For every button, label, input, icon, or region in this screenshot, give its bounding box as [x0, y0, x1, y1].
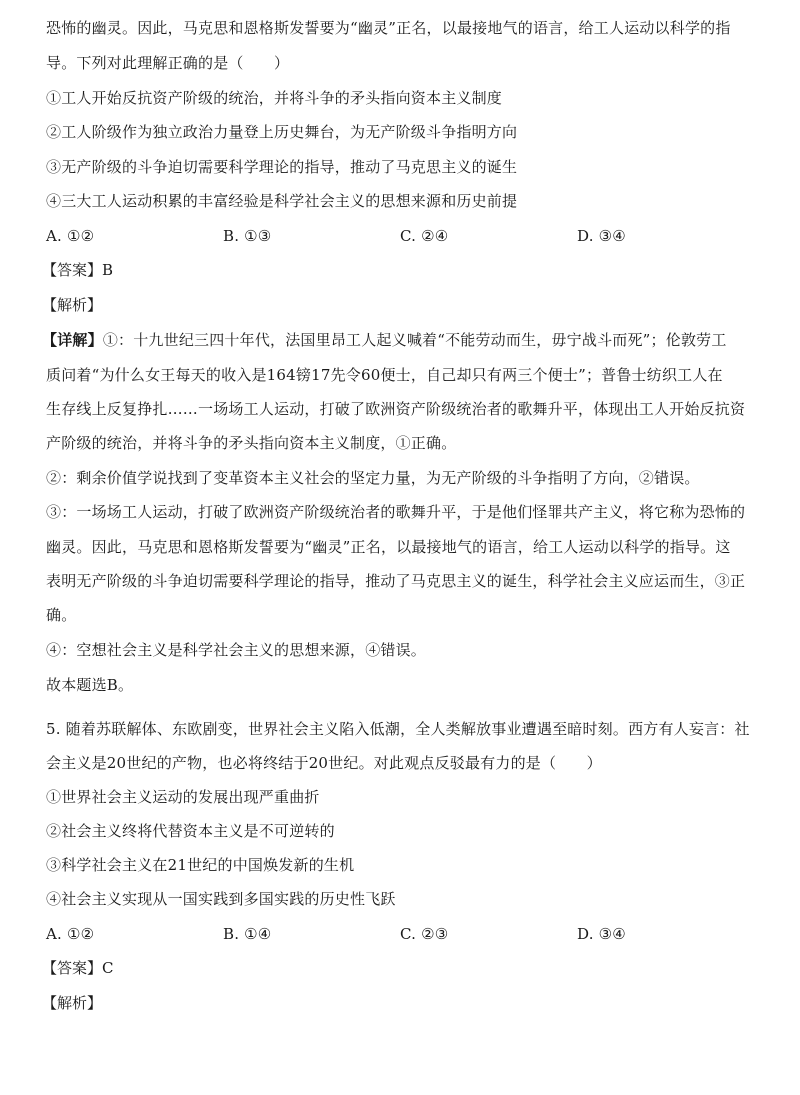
q4-detail-line-4: 产阶级的统治，并将斗争的矛头指向资本主义制度，①正确。 — [46, 434, 457, 452]
q4-option-d: D. ③④ — [577, 227, 626, 245]
q4-statement-4: ④三大工人运动积累的丰富经验是科学社会主义的思想来源和历史前提 — [46, 192, 518, 210]
q4-stem-line-2: 导。下列对此理解正确的是（ ） — [46, 54, 290, 72]
q4-detail-text-1: ①：十九世纪三四十年代，法国里昂工人起义喊着“不能劳动而生，毋宁战斗而死”；伦敦劳工 — [102, 331, 727, 349]
q5-statement-1: ①世界社会主义运动的发展出现严重曲折 — [46, 788, 320, 806]
q5-statement-3: ③科学社会主义在21世纪的中国焕发新的生机 — [46, 856, 355, 874]
q4-detail-line-9: 确。 — [46, 606, 77, 624]
q4-statement-1: ①工人开始反抗资产阶级的统治，并将斗争的矛头指向资本主义制度 — [46, 89, 503, 107]
q4-statement-2: ②工人阶级作为独立政治力量登上历史舞台，为无产阶级斗争指明方向 — [46, 123, 518, 141]
q4-detail-line-1 — [42, 330, 754, 350]
q4-detail-line-5: ②：剩余价值学说找到了变革资本主义社会的坚定力量，为无产阶级的斗争指明了方向，②错误。 — [46, 469, 700, 487]
q4-option-c: C. ②④ — [400, 227, 449, 245]
q4-detail-line-10: ④：空想社会主义是科学社会主义的思想来源，④错误。 — [46, 641, 427, 659]
q4-conclusion: 故本题选B。 — [46, 676, 134, 694]
q5-statement-4: ④社会主义实现从一国实践到多国实践的历史性飞跃 — [46, 890, 396, 908]
q5-answer: 【答案】C — [42, 959, 114, 977]
q4-option-b: B. ①③ — [223, 227, 272, 245]
q4-detail-line-3: 生存线上反复挣扎……一场场工人运动，打破了欧洲资产阶级统治者的歌舞升平，体现出工人开始反抗资 — [46, 400, 746, 418]
q4-options — [46, 226, 754, 246]
q5-option-c: C. ②③ — [400, 925, 449, 943]
q5-options — [46, 924, 754, 944]
q5-option-b: B. ①④ — [223, 925, 272, 943]
q4-analysis-label: 【解析】 — [42, 296, 103, 314]
q4-detail-label: 【详解】 — [42, 331, 103, 349]
q4-statement-3: ③无产阶级的斗争迫切需要科学理论的指导，推动了马克思主义的诞生 — [46, 158, 518, 176]
q4-detail-line-6: ③：一场场工人运动，打破了欧洲资产阶级统治者的歌舞升平，于是他们怪罪共产主义，将它称为恐怖的 — [46, 503, 746, 521]
q4-answer: 【答案】B — [42, 261, 114, 279]
q4-detail-line-8: 表明无产阶级的斗争迫切需要科学理论的指导，推动了马克思主义的诞生，科学社会主义应运而生，③正 — [46, 572, 746, 590]
q5-stem-line-2: 会主义是20世纪的产物，也必将终结于20世纪。对此观点反驳最有力的是（ ） — [46, 754, 602, 772]
q5-option-d: D. ③④ — [577, 925, 626, 943]
q4-option-a: A. ①② — [46, 227, 95, 245]
q5-statement-2: ②社会主义终将代替资本主义是不可逆转的 — [46, 822, 335, 840]
q4-detail-line-7: 幽灵。因此，马克思和恩格斯发誓要为“幽灵”正名，以最接地气的语言，给工人运动以科学的指导。这 — [46, 538, 731, 556]
q4-stem-line-1: 恐怖的幽灵。因此，马克思和恩格斯发誓要为“幽灵”正名，以最接地气的语言，给工人运动以科学的指 — [46, 19, 731, 37]
q5-stem-line-1: 5. 随着苏联解体、东欧剧变，世界社会主义陷入低潮，全人类解放事业遭遇至暗时刻。西方有人妄言：社 — [46, 720, 750, 738]
q4-detail-line-2: 质问着“为什么女王每天的收入是164镑17先令60便士，自己却只有两三个便士”；普鲁士纺织工人在 — [46, 366, 723, 384]
q5-option-a: A. ①② — [46, 925, 95, 943]
q5-analysis-label: 【解析】 — [42, 994, 103, 1012]
